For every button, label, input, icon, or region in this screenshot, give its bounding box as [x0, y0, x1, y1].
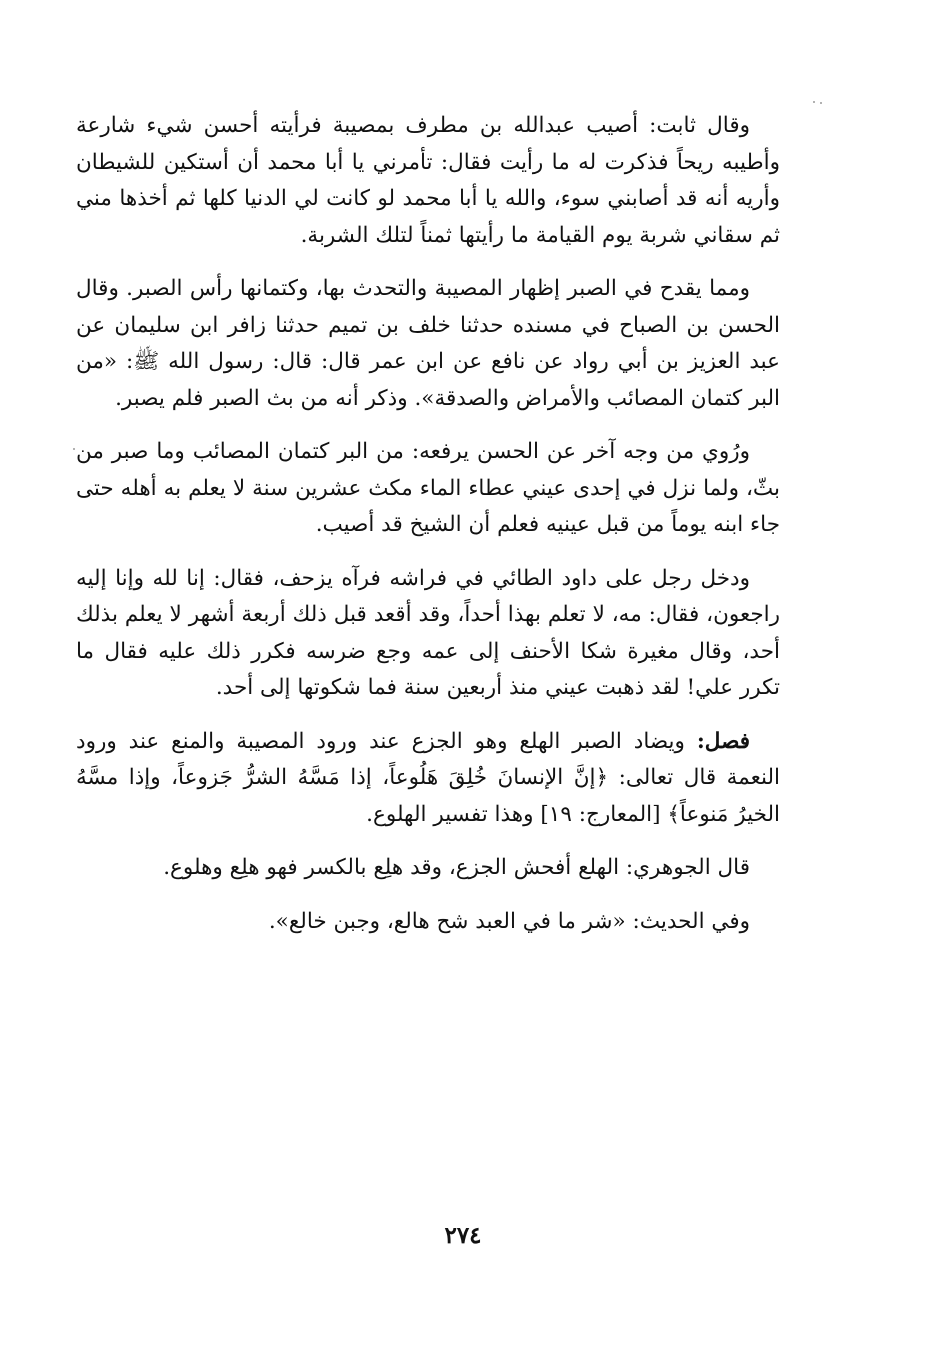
paragraph-hadith: [76, 904, 780, 941]
paragraph-thabit: [76, 108, 780, 254]
paragraph-text: ويضاد الصبر الهلع وهو الجزع عند ورود المصيبة والمنع عند ورود النعمة قال تعالى: ﴿إنَّ الإنسانَ خُلِقَ هَلُوعاً، إذا مَسَّهُ الشرُّ جَزوعاً، وإذا مسَّهُ الخيرُ مَنوعاً﴾ [المعارج: ١٩] وهذا تفسير الهلوع.: [76, 728, 780, 827]
paragraph-dawud: [76, 561, 780, 707]
paragraph-text: ورُوي من وجه آخر عن الحسن يرفعه: من البر كتمان المصائب وما صبر من بثّ، ولما نزل في إحدى عيني عطاء الماء مكث عشرين سنة لا يعلم به أهله حتى جاء ابنه يوماً من قبل عينيه فعلم أن الشيخ قد أصيب.: [76, 439, 780, 537]
paragraph-text: قال الجوهري: الهلع أفحش الجزع، وقد هلِع بالكسر فهو هلِع وهلوع.: [163, 855, 750, 880]
paragraph-text: وقال ثابت: أصيب عبدالله بن مطرف بمصيبة فرأيته أحسن شيء شارعة وأطيبه ريحاً فذكرت له ما رأيت فقال: تأمرني يا أبا محمد أن أستكين للشيطان وأريه أنه قد أصابني سوء، والله يا أبا محمد لو كانت لي الدنيا كلها ثم أخذها مني ثم سقاني شربة يوم القيامة ما رأيتها ثمناً لتلك الشربة.: [76, 113, 780, 248]
page-body: [76, 108, 780, 940]
paragraph-text: ومما يقدح في الصبر إظهار المصيبة والتحدث بها، وكتمانها رأس الصبر. وقال الحسن بن الصباح في مسنده حدثنا خلف بن تميم حدثنا زافر ابن سليمان عن عبد العزيز بن أبي رواد عن نافع عن ابن عمر قال: قال: رسول الله ﷺ: «من البر كتمان المصائب والأمراض والصدقة». وذكر أنه من بث الصبر فلم يصبر.: [76, 276, 780, 411]
section-heading-word: فصل:: [696, 728, 750, 754]
paragraph-text: ودخل رجل على داود الطائي في فراشه فرآه يزحف، فقال: إنا لله وإنا إليه راجعون، فقال: مه، لا تعلم بهذا أحداً، وقد أقعد قبل ذلك أربعة أشهر لا يعلم بذلك أحد، وقال مغيرة شكا الأحنف إلى عمه وجع ضرسه فكرر ذلك عليه فقال ما تكرر علي! لقد ذهبت عيني منذ أربعين سنة فما شكوتها إلى أحد.: [76, 565, 780, 700]
scan-speck: [813, 101, 815, 103]
paragraph-jawhari: [76, 850, 780, 887]
scan-speck: [73, 448, 75, 450]
paragraph-hasan: [76, 434, 780, 544]
paragraph-concealment: [76, 271, 780, 417]
paragraph-text: وفي الحديث: «شر ما في العبد شح هالع، وجبن خالع».: [268, 908, 750, 934]
scan-speck: [820, 102, 822, 104]
page-number: ٢٧٤: [444, 1222, 482, 1249]
paragraph-fasl: [76, 724, 780, 834]
